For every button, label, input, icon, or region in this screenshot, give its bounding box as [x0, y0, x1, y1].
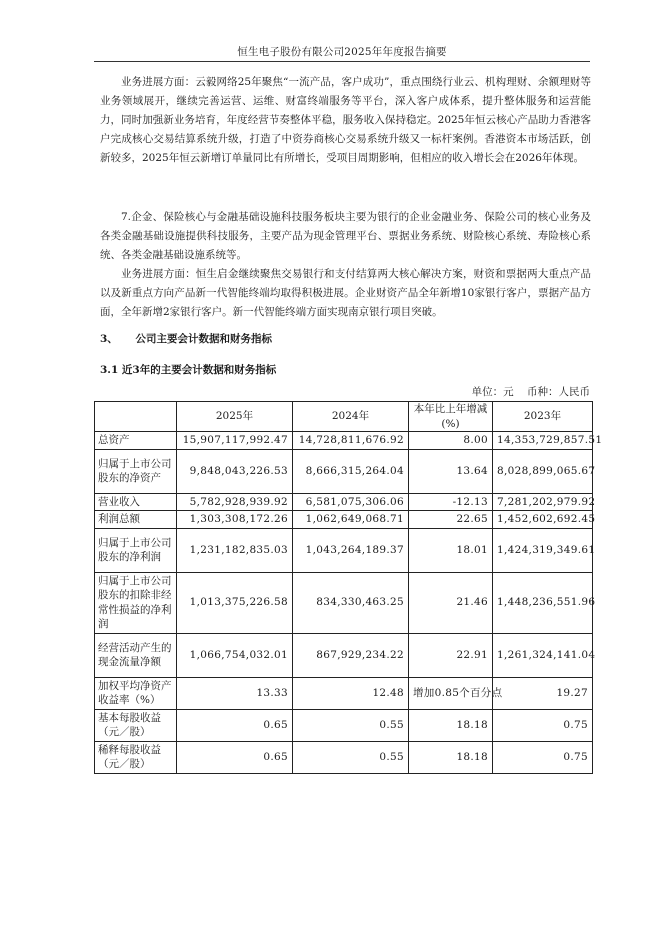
page-header: 恒生电子股份有限公司2025年年度报告摘要	[237, 46, 447, 58]
value-2025: 0.65	[177, 709, 293, 741]
header-divider	[94, 61, 590, 62]
row-label: 归属于上市公司股东的净利润	[95, 528, 177, 572]
value-2025: 1,303,308,172.26	[177, 511, 293, 529]
value-change: 22.91	[409, 633, 493, 677]
value-change: -12.13	[409, 493, 493, 511]
value-2025: 0.65	[177, 741, 293, 773]
value-2025: 1,231,182,835.03	[177, 528, 293, 572]
value-2024: 1,043,264,189.37	[293, 528, 409, 572]
table-row	[95, 633, 593, 677]
value-2023: 8,028,899,065.67	[493, 449, 593, 493]
value-2023: 1,452,602,692.45	[493, 511, 593, 529]
unit-line	[462, 384, 590, 399]
paragraph-enterprise-segment: 7.企金、保险核心与金融基础设施科技服务板块主要为银行的企业金融业务、保险公司的核心业务及各类金融基础设施提供科技服务，主要产品为现金管理平台、票据业务系统、财险核心系统、寿险核心系统、各类金融基础设施系统等。	[100, 211, 591, 262]
section-3-title: 公司主要会计数据和财务指标	[135, 333, 272, 345]
value-2025: 15,907,117,992.47	[177, 432, 293, 450]
row-label: 稀释每股收益（元／股）	[95, 741, 177, 773]
row-label: 加权平均净资产收益率（%）	[95, 677, 177, 709]
row-label: 营业收入	[95, 493, 177, 511]
unit-label: 单位：元	[471, 386, 514, 398]
value-change: 22.65	[409, 511, 493, 529]
table-row	[95, 511, 593, 529]
table-header-2023: 2023年	[493, 402, 593, 432]
value-2023: 1,448,236,551.96	[493, 572, 593, 633]
section-3-1-heading: 3.1 近3年的主要会计数据和财务指标	[100, 364, 277, 376]
paragraph-yunyi-progress: 业务进展方面：云毅网络25年聚焦“一流产品，客户成功”，重点围绕行业云、机构理财、余额理财等业务领域展开，继续完善运营、运维、财富终端服务等平台，深入客户成体系，提升整体服务和运营能力，同时加强新业务培育，年度经营节奏整体平稳，服务收入保持稳定。2025年恒云核心产品助力香港客户完成核心交易结算系统升级，打造了中资券商核心交易系统升级又一标杆案例。香港资本市场活跃，创新较多，2025年恒云新增订单量同比有所增长，受项目周期影响，但相应的收入增长会在2026年体现。	[100, 76, 591, 165]
value-change: 18.18	[409, 741, 493, 773]
table-row	[95, 432, 593, 450]
table-row	[95, 677, 593, 709]
value-change: 18.01	[409, 528, 493, 572]
value-2025: 9,848,043,226.53	[177, 449, 293, 493]
row-label: 经营活动产生的现金流量净额	[95, 633, 177, 677]
value-2024: 0.55	[293, 741, 409, 773]
table-row	[95, 572, 593, 633]
value-2025: 1,013,375,226.58	[177, 572, 293, 633]
value-change: 21.46	[409, 572, 493, 633]
value-2025: 1,066,754,032.01	[177, 633, 293, 677]
value-change: 8.00	[409, 432, 493, 450]
value-2024: 8,666,315,264.04	[293, 449, 409, 493]
value-2023: 0.75	[493, 741, 593, 773]
row-label: 归属于上市公司股东的扣除非经常性损益的净利润	[95, 572, 177, 633]
value-2023: 1,424,319,349.61	[493, 528, 593, 572]
value-2025: 13.33	[177, 677, 293, 709]
table-row	[95, 449, 593, 493]
section-3-number: 3、	[100, 333, 118, 345]
table-row	[95, 741, 593, 773]
table-header-2024: 2024年	[293, 402, 409, 432]
value-2024: 12.48	[293, 677, 409, 709]
row-label: 总资产	[95, 432, 177, 450]
table-header-2025: 2025年	[177, 402, 293, 432]
row-label: 基本每股收益（元／股）	[95, 709, 177, 741]
table-row	[95, 528, 593, 572]
value-2024: 6,581,075,306.06	[293, 493, 409, 511]
value-2024: 834,330,463.25	[293, 572, 409, 633]
row-label: 利润总额	[95, 511, 177, 529]
financial-data-table	[94, 401, 603, 774]
currency-label: 币种：人民币	[527, 386, 590, 398]
table-header-row	[95, 402, 593, 432]
value-2023: 1,261,324,141.04	[493, 633, 593, 677]
value-change: 增加0.85个百分点	[409, 677, 493, 709]
value-2023: 19.27	[493, 677, 593, 709]
value-change: 18.18	[409, 709, 493, 741]
value-2025: 5,782,928,939.92	[177, 493, 293, 511]
value-2023: 14,353,729,857.51	[493, 432, 593, 450]
paragraph-qijin-progress: 业务进展方面：恒生启金继续聚焦交易银行和支付结算两大核心解决方案，财资和票据两大重点产品以及新重点方向产品新一代智能终端均取得积极进展。企业财资产品全年新增10家银行客户，票据产品方面，全年新增2家银行客户。新一代智能终端方面实现南京银行项目突破。	[100, 268, 591, 319]
table-row	[95, 709, 593, 741]
section-3-heading	[100, 331, 272, 346]
row-label: 归属于上市公司股东的净资产	[95, 449, 177, 493]
table-header-blank	[95, 402, 177, 432]
value-2024: 14,728,811,676.92	[293, 432, 409, 450]
value-change: 13.64	[409, 449, 493, 493]
value-2024: 0.55	[293, 709, 409, 741]
table-row	[95, 493, 593, 511]
value-2024: 867,929,234.22	[293, 633, 409, 677]
value-2023: 7,281,202,979.92	[493, 493, 593, 511]
value-2023: 0.75	[493, 709, 593, 741]
table-header-change: 本年比上年增减(%)	[409, 402, 493, 432]
value-2024: 1,062,649,068.71	[293, 511, 409, 529]
